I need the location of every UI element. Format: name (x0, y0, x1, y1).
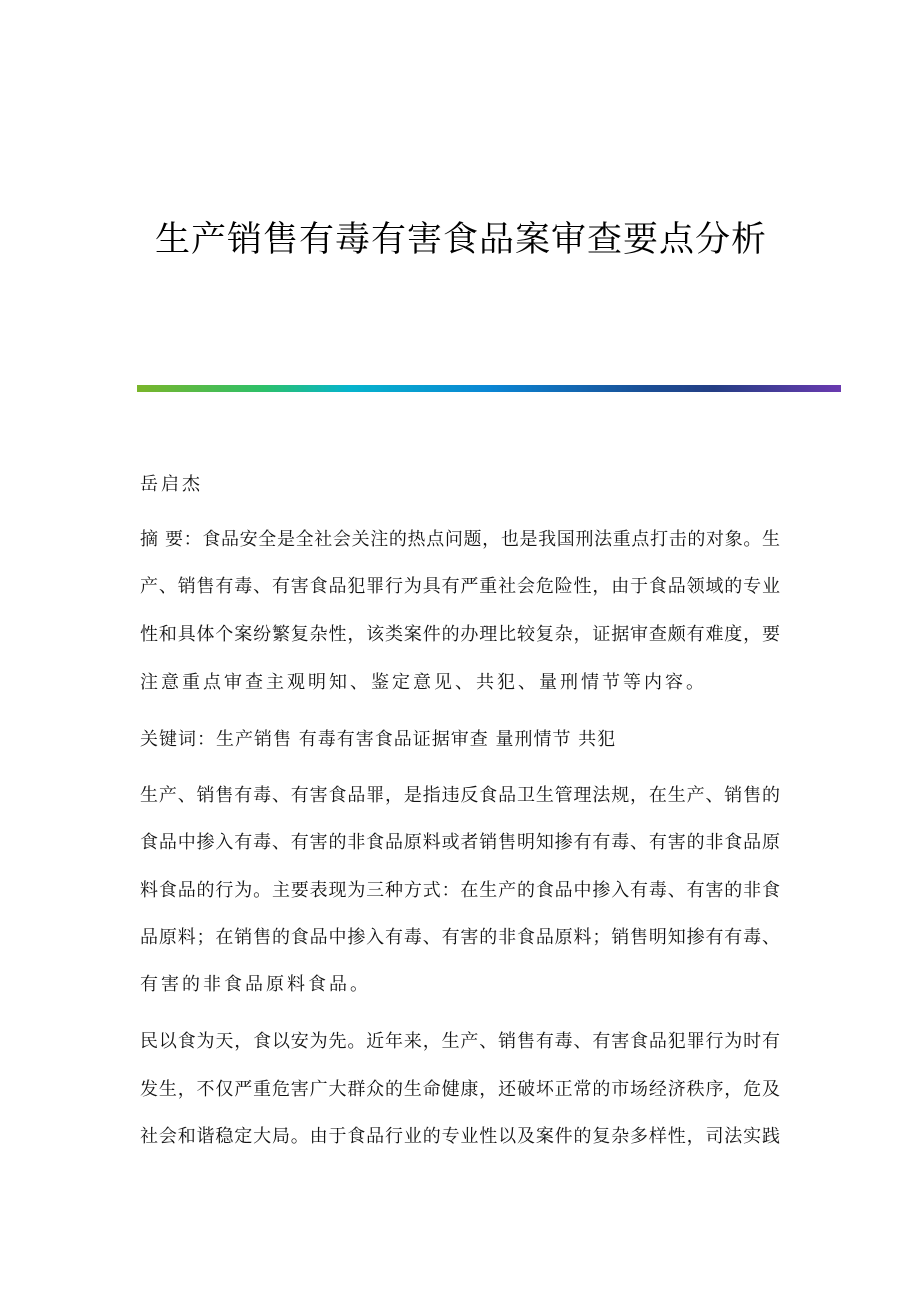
gradient-divider (137, 385, 841, 392)
paragraph-line: 发生，不仅严重危害广大群众的生命健康，还破坏正常的市场经济秩序，危及 (140, 1079, 780, 1100)
document-title: 生产销售有毒有害食品案审查要点分析 (154, 220, 767, 260)
author: 岳启杰 (140, 474, 203, 495)
paragraph-line: 料食品的行为。主要表现为三种方式：在生产的食品中掺入有毒、有害的非食 (140, 880, 780, 901)
paragraph-line: 生产、销售有毒、有害食品罪，是指违反食品卫生管理法规，在生产、销售的 (140, 785, 780, 806)
paragraph-line: 食品中掺入有毒、有害的非食品原料或者销售明知掺有有毒、有害的非食品原 (140, 832, 780, 853)
paragraph-line: 品原料；在销售的食品中掺入有毒、有害的非食品原料；销售明知掺有有毒、 (140, 927, 780, 948)
abstract-line: 产、销售有毒、有害食品犯罪行为具有严重社会危险性，由于食品领域的专业 (140, 576, 780, 597)
paragraph-line: 民以食为天，食以安为先。近年来，生产、销售有毒、有害食品犯罪行为时有 (140, 1031, 780, 1052)
paragraph-line: 社会和谐稳定大局。由于食品行业的专业性以及案件的复杂多样性，司法实践 (140, 1126, 780, 1147)
paragraph-line: 有害的非食品原料食品。 (140, 974, 371, 995)
abstract-line: 注意重点审查主观明知、鉴定意见、共犯、量刑情节等内容。 (140, 672, 707, 693)
abstract-line: 摘 要：食品安全是全社会关注的热点问题，也是我国刑法重点打击的对象。生 (140, 529, 780, 550)
abstract-line: 性和具体个案纷繁复杂性，该类案件的办理比较复杂，证据审查颇有难度，要 (140, 624, 780, 645)
keywords: 关键词：生产销售 有毒有害食品证据审查 量刑情节 共犯 (140, 729, 617, 750)
